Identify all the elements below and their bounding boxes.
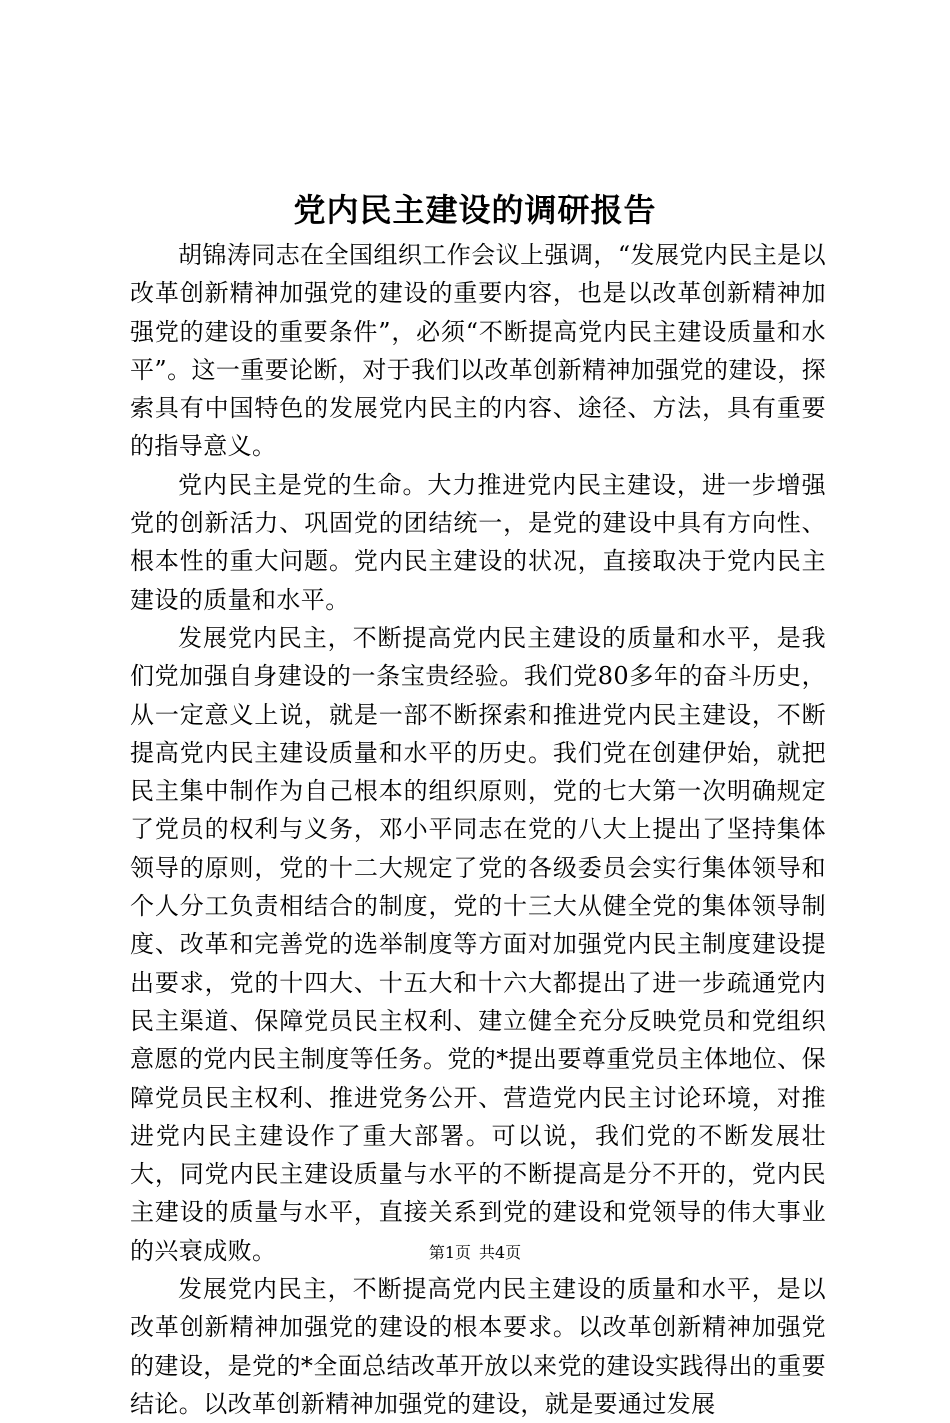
page-total: 共4页	[479, 1243, 522, 1262]
paragraph-3: 发展党内民主，不断提高党内民主建设的质量和水平，是我们党加强自身建设的一条宝贵经验。我们党80多年的奋斗历史，从一定意义上说，就是一部不断探索和推进党内民主建设，不断提高党内民主建设质量和水平的历史。我们党在创建伊始，就把民主集中制作为自己根本的组织原则，党的七大第一次明确规定了党员的权利与义务，邓小平同志在党的八大上提出了坚持集体领导的原则，党的十二大规定了党的各级委员会实行集体领导和个人分工负责相结合的制度，党的十三大从健全党的集体领导制度、改革和完善党的选举制度等方面对加强党内民主制度建设提出要求，党的十四大、十五大和十六大都提出了进一步疏通党内民主渠道、保障党员民主权利、建立健全充分反映党员和党组织意愿的党内民主制度等任务。党的*提出要尊重党员主体地位、保障党员民主权利、推进党务公开、营造党内民主讨论环境，对推进党内民主建设作了重大部署。可以说，我们党的不断发展壮大，同党内民主建设质量与水平的不断提高是分不开的，党内民主建设的质量与水平，直接关系到党的建设和党领导的伟大事业的兴衰成败。	[130, 623, 826, 1265]
paragraph-2: 党内民主是党的生命。大力推进党内民主建设，进一步增强党的创新活力、巩固党的团结统一，是党的建设中具有方向性、根本性的重大问题。党内民主建设的状况，直接取决于党内民主建设的质量和水平。	[130, 470, 826, 614]
page-footer	[0, 1242, 950, 1264]
paragraph-4: 发展党内民主，不断提高党内民主建设的质量和水平，是以改革创新精神加强党的建设的根本要求。以改革创新精神加强党的建设，是党的*全面总结改革开放以来党的建设实践得出的重要结论。以改革创新精神加强党的建设，就是要通过发展	[130, 1275, 826, 1418]
paragraph-1: 胡锦涛同志在全国组织工作会议上强调，“发展党内民主是以改革创新精神加强党的建设的重要内容，也是以改革创新精神加强党的建设的重要条件”，必须“不断提高党内民主建设质量和水平”。这一重要论断，对于我们以改革创新精神加强党的建设，探索具有中国特色的发展党内民主的内容、途径、方法，具有重要的指导意义。	[130, 241, 826, 461]
page-number: 第1页	[428, 1243, 471, 1262]
document-title: 党内民主建设的调研报告	[293, 191, 657, 229]
